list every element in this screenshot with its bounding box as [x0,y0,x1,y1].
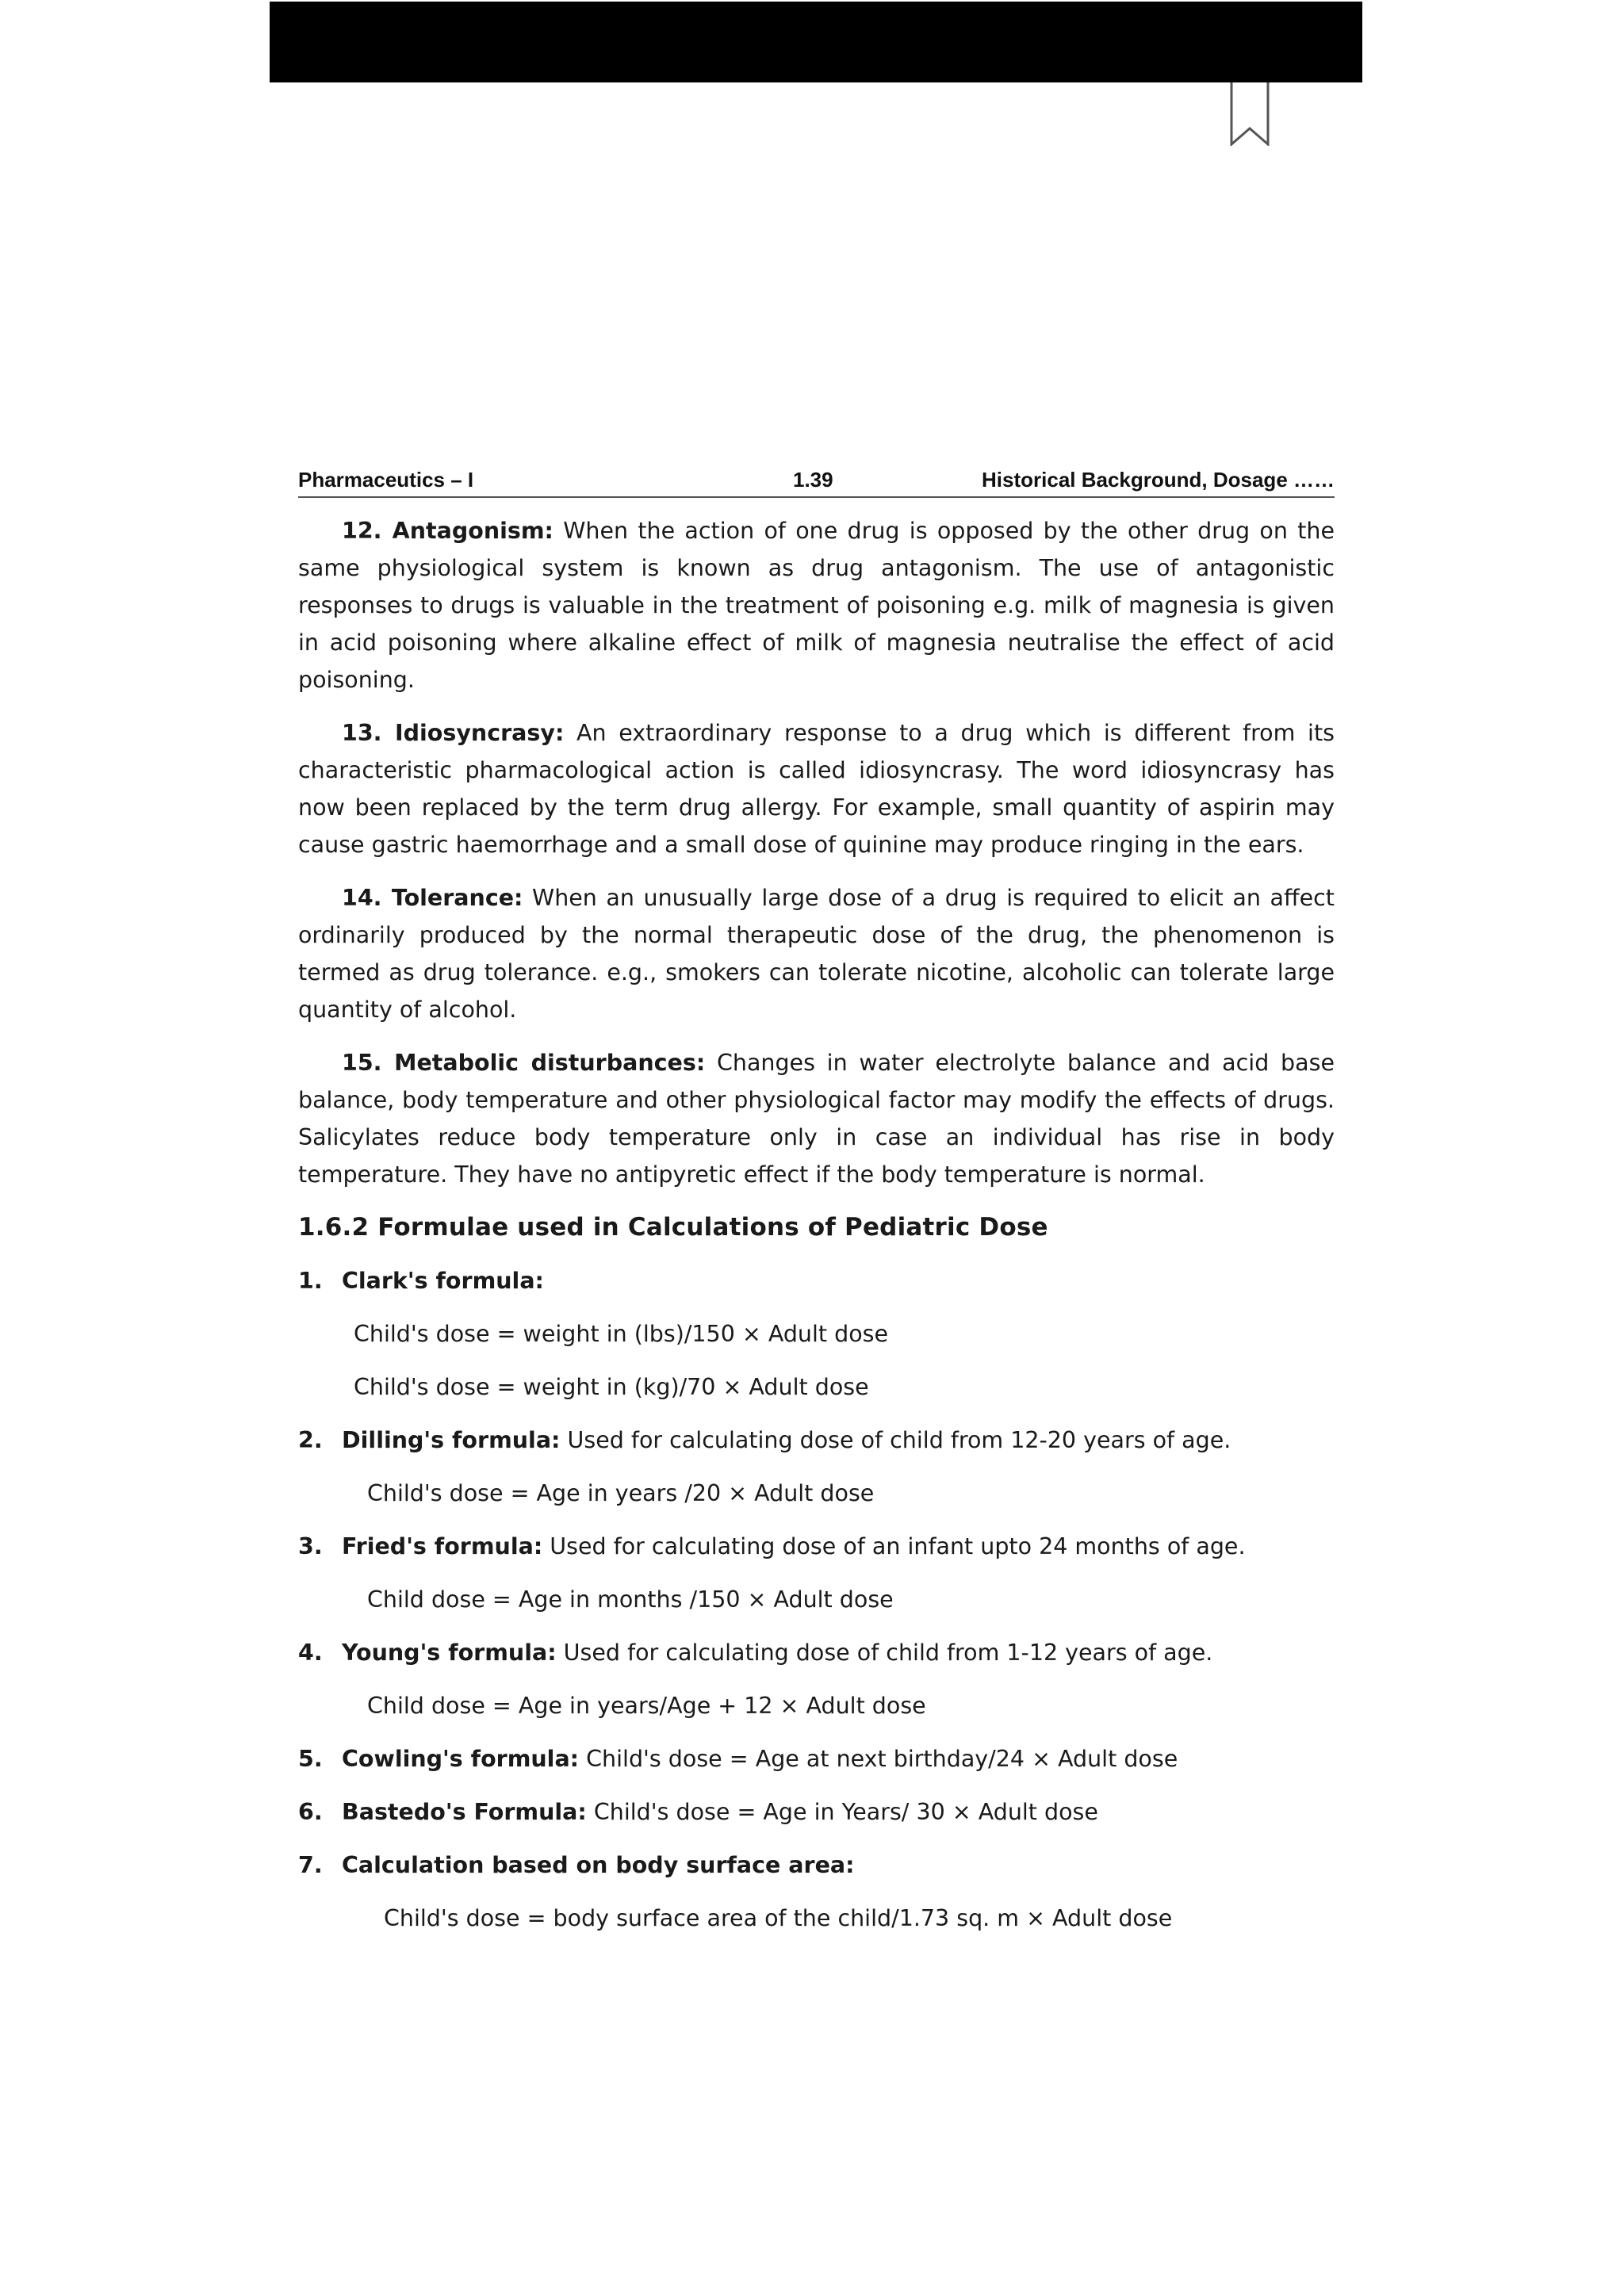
paragraph-text: When an unusually large dose of a drug is required to elicit an affect ordinarily produced by the normal therapeutic dose of the drug, the phenomenon is termed as drug tolerance. e.g., smokers can tolerate nicotine, alcoholic can tolerate large quantity of alcohol. [298,885,1335,1023]
item-description: Used for calculating dose of child from 12-20 years of age. [560,1427,1231,1453]
paragraph-antagonism [298,512,1335,698]
item-label: Fried's formula: [342,1533,543,1559]
item-description: Used for calculating dose of an infant upto 24 months of age. [542,1533,1246,1559]
formula-item-dilling [298,1422,1335,1459]
formula-item-bastedo [298,1793,1335,1831]
item-description: Used for calculating dose of child from 1-12 years of age. [556,1640,1213,1666]
paragraph-metabolic-disturbances [298,1044,1335,1193]
item-label: Dilling's formula: [342,1427,561,1453]
item-description: Child's dose = Age in Years/ 30 × Adult dose [586,1799,1098,1825]
item-number: 5. [298,1746,323,1772]
formula-line: Child's dose = Age in years /20 × Adult dose [367,1480,875,1506]
item-number: 1. [298,1268,323,1294]
bookmark-icon[interactable] [1230,82,1270,146]
page-body [298,512,1335,1953]
paragraph-tolerance [298,879,1335,1028]
term-antagonism: 12. Antagonism: [342,518,553,544]
formula-item-body-surface-area [298,1846,1335,1884]
header-chapter-title: Historical Background, Dosage …… [982,468,1335,492]
term-tolerance: 14. Tolerance: [342,885,523,911]
item-number: 6. [298,1799,323,1825]
page-header [298,468,1335,498]
item-number: 2. [298,1427,323,1453]
formula-line: Child's dose = weight in (lbs)/150 × Adult dose [354,1321,889,1347]
header-book-title: Pharmaceutics – I [298,468,474,492]
formula-line: Child dose = Age in months /150 × Adult dose [367,1586,894,1613]
term-metabolic-disturbances: 15. Metabolic disturbances: [342,1050,706,1076]
item-number: 3. [298,1533,323,1559]
item-number: 7. [298,1852,323,1878]
item-number: 4. [298,1640,323,1666]
formula-line: Child's dose = weight in (kg)/70 × Adult dose [354,1374,869,1400]
paragraph-text: An extraordinary response to a drug which is different from its characteristic pharmacological action is called idiosyncrasy. The word idiosyncrasy has now been replaced by the term drug allergy. For example, small quantity of aspirin may cause gastric haemorrhage and a small dose of quinine may produce ringing in the ears. [298,720,1335,858]
item-label: Young's formula: [342,1640,557,1666]
formula-item-clark [298,1262,1335,1299]
item-label: Cowling's formula: [342,1746,580,1772]
header-page-number: 1.39 [793,468,833,492]
formula-line: Child dose = Age in years/Age + 12 × Adult dose [367,1693,926,1719]
item-label: Bastedo's Formula: [342,1799,587,1825]
viewer-top-bar [270,2,1362,82]
paragraph-text: When the action of one drug is opposed by the other drug on the same physiological system is known as drug antagonism. The use of antagonistic responses to drugs is valuable in the treatment of poisoning e.g. milk of magnesia is given in acid poisoning where alkaline effect of milk of magnesia neutralise the effect of acid poisoning. [298,518,1335,693]
item-label: Calculation based on body surface area: [342,1852,855,1878]
formula-item-fried [298,1528,1335,1565]
formula-item-cowling [298,1740,1335,1777]
item-label: Clark's formula: [342,1268,544,1294]
term-idiosyncrasy: 13. Idiosyncrasy: [342,720,565,746]
formula-item-young [298,1634,1335,1671]
item-description: Child's dose = Age at next birthday/24 × Adult dose [579,1746,1178,1772]
paragraph-text: Changes in water electrolyte balance and acid base balance, body temperature and other physiological factor may modify the effects of drugs. Salicylates reduce body temperature only in case an individual has rise in body temperature. They have no antipyretic effect if the body temperature is normal. [298,1050,1335,1188]
paragraph-idiosyncrasy [298,714,1335,863]
section-heading: 1.6.2 Formulae used in Calculations of Pediatric Dose [298,1213,1048,1242]
formula-line: Child's dose = body surface area of the child/1.73 sq. m × Adult dose [384,1905,1173,1931]
